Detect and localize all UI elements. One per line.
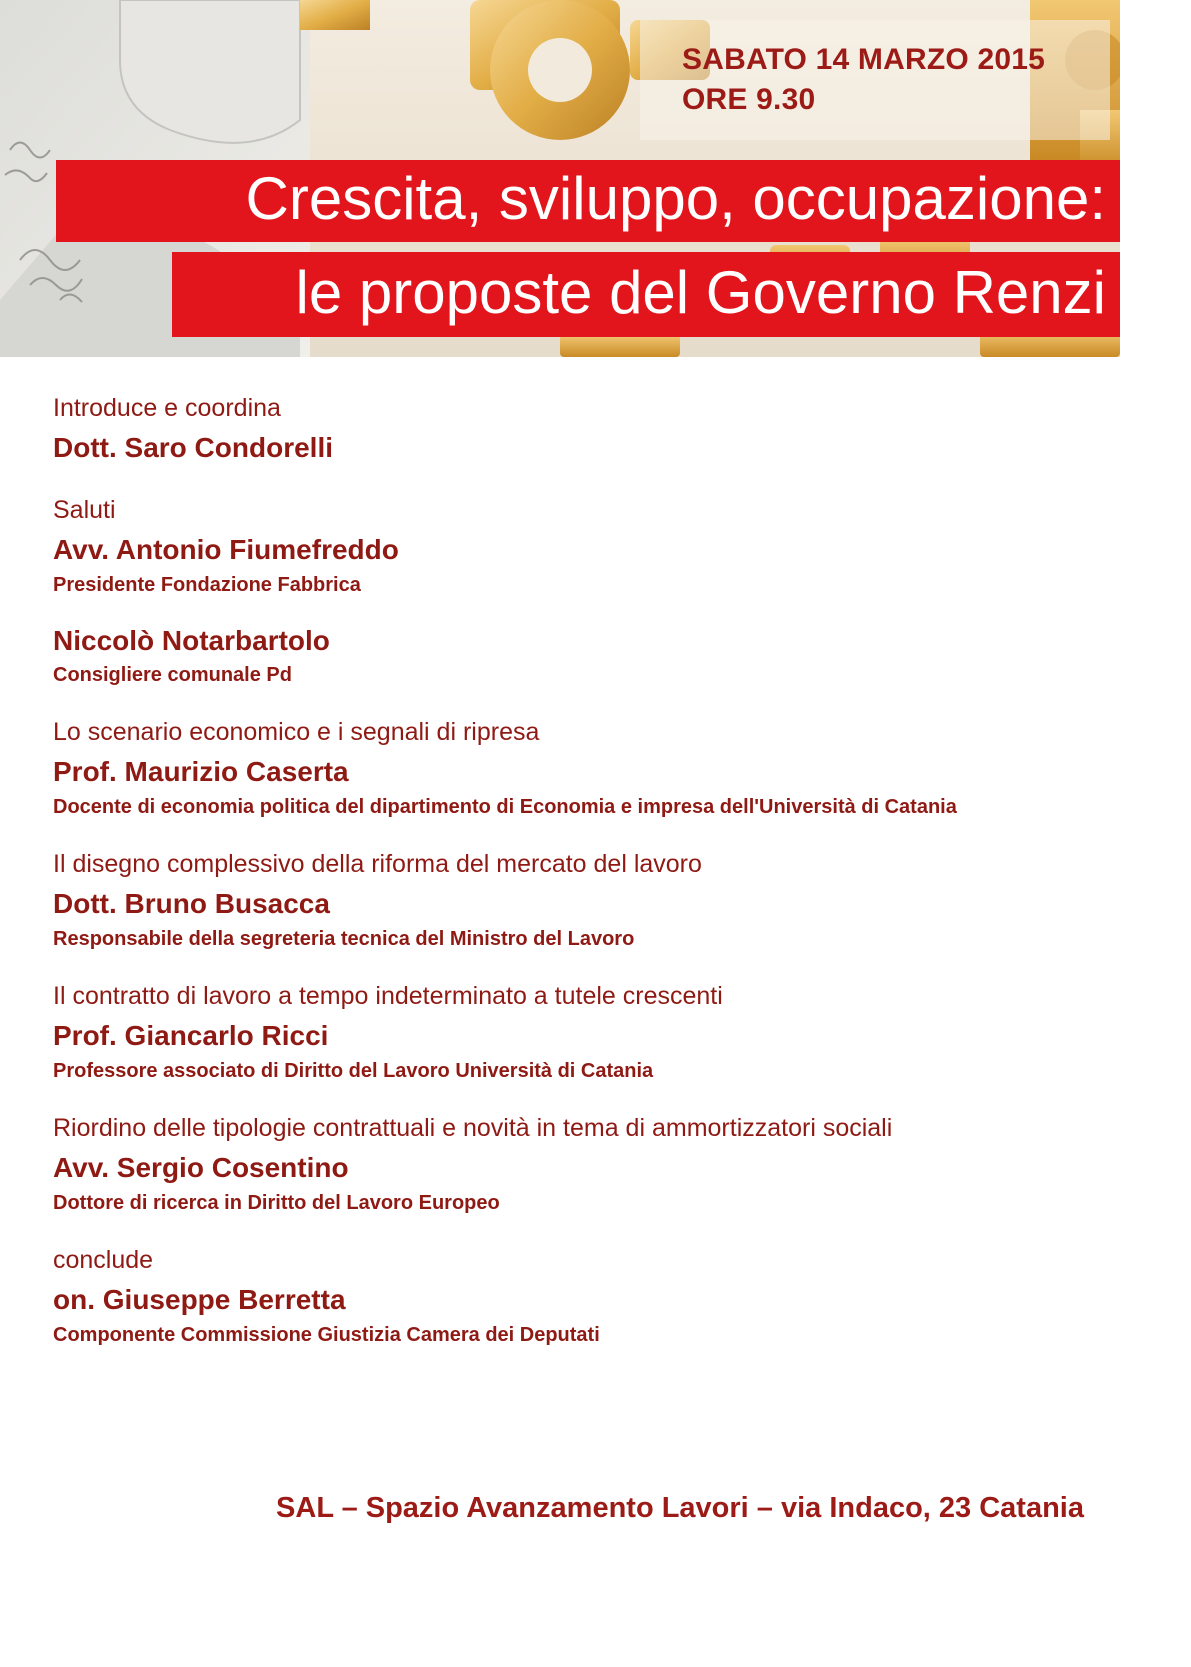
program-speaker-description: Presidente Fondazione Fabbrica <box>53 574 361 596</box>
program-role: Lo scenario economico e i segnali di ripresa <box>53 718 540 746</box>
program-speaker: Avv. Sergio Cosentino <box>53 1152 349 1183</box>
program-role: conclude <box>53 1246 154 1274</box>
program-speaker-description: Professore associato di Diritto del Lavoro Università di Catania <box>53 1060 654 1082</box>
program-speaker: on. Giuseppe Berretta <box>53 1284 346 1315</box>
program-role: Il disegno complessivo della riforma del mercato del lavoro <box>53 850 702 878</box>
program-speaker: Avv. Antonio Fiumefreddo <box>53 534 399 565</box>
program-role: Il contratto di lavoro a tempo indeterminato a tutele crescenti <box>53 982 723 1010</box>
program-speaker-description: Consigliere comunale Pd <box>53 664 292 686</box>
program-speaker-description: Componente Commissione Giustizia Camera dei Deputati <box>53 1324 600 1346</box>
program-item <box>53 1108 1103 1218</box>
program-speaker-description: Dottore di ricerca in Diritto del Lavoro Europeo <box>53 1192 500 1214</box>
program-speaker: Prof. Giancarlo Ricci <box>53 1020 329 1051</box>
title-bar-2 <box>172 252 1120 337</box>
program-list <box>53 388 1103 1372</box>
venue-address: SAL – Spazio Avanzamento Lavori – via Indaco, 23 Catania <box>276 1492 1084 1524</box>
title-line-2: le proposte del Governo Renzi <box>295 259 1106 326</box>
program-item <box>53 622 1103 690</box>
event-time: ORE 9.30 <box>682 83 816 116</box>
program-item <box>53 490 1103 600</box>
event-date: SABATO 14 MARZO 2015 <box>682 43 1045 76</box>
program-item <box>53 1240 1103 1350</box>
program-role: Riordino delle tipologie contrattuali e novità in tema di ammortizzatori sociali <box>53 1114 893 1142</box>
title-bar-1 <box>56 160 1120 242</box>
event-date-time <box>682 40 1045 120</box>
program-role: Introduce e coordina <box>53 394 281 422</box>
program-item <box>53 388 1103 468</box>
program-speaker: Dott. Bruno Busacca <box>53 888 330 919</box>
program-role: Saluti <box>53 496 116 524</box>
program-speaker: Niccolò Notarbartolo <box>53 625 330 656</box>
program-item <box>53 712 1103 822</box>
program-speaker: Dott. Saro Condorelli <box>53 432 333 463</box>
header-banner <box>0 0 1120 357</box>
program-speaker-description: Docente di economia politica del dipartimento di Economia e impresa dell'Università di Catania <box>53 796 957 818</box>
program-item <box>53 844 1103 954</box>
program-item <box>53 976 1103 1086</box>
program-speaker: Prof. Maurizio Caserta <box>53 756 349 787</box>
title-line-1: Crescita, sviluppo, occupazione: <box>245 165 1106 232</box>
program-speaker-description: Responsabile della segreteria tecnica del Ministro del Lavoro <box>53 928 635 950</box>
